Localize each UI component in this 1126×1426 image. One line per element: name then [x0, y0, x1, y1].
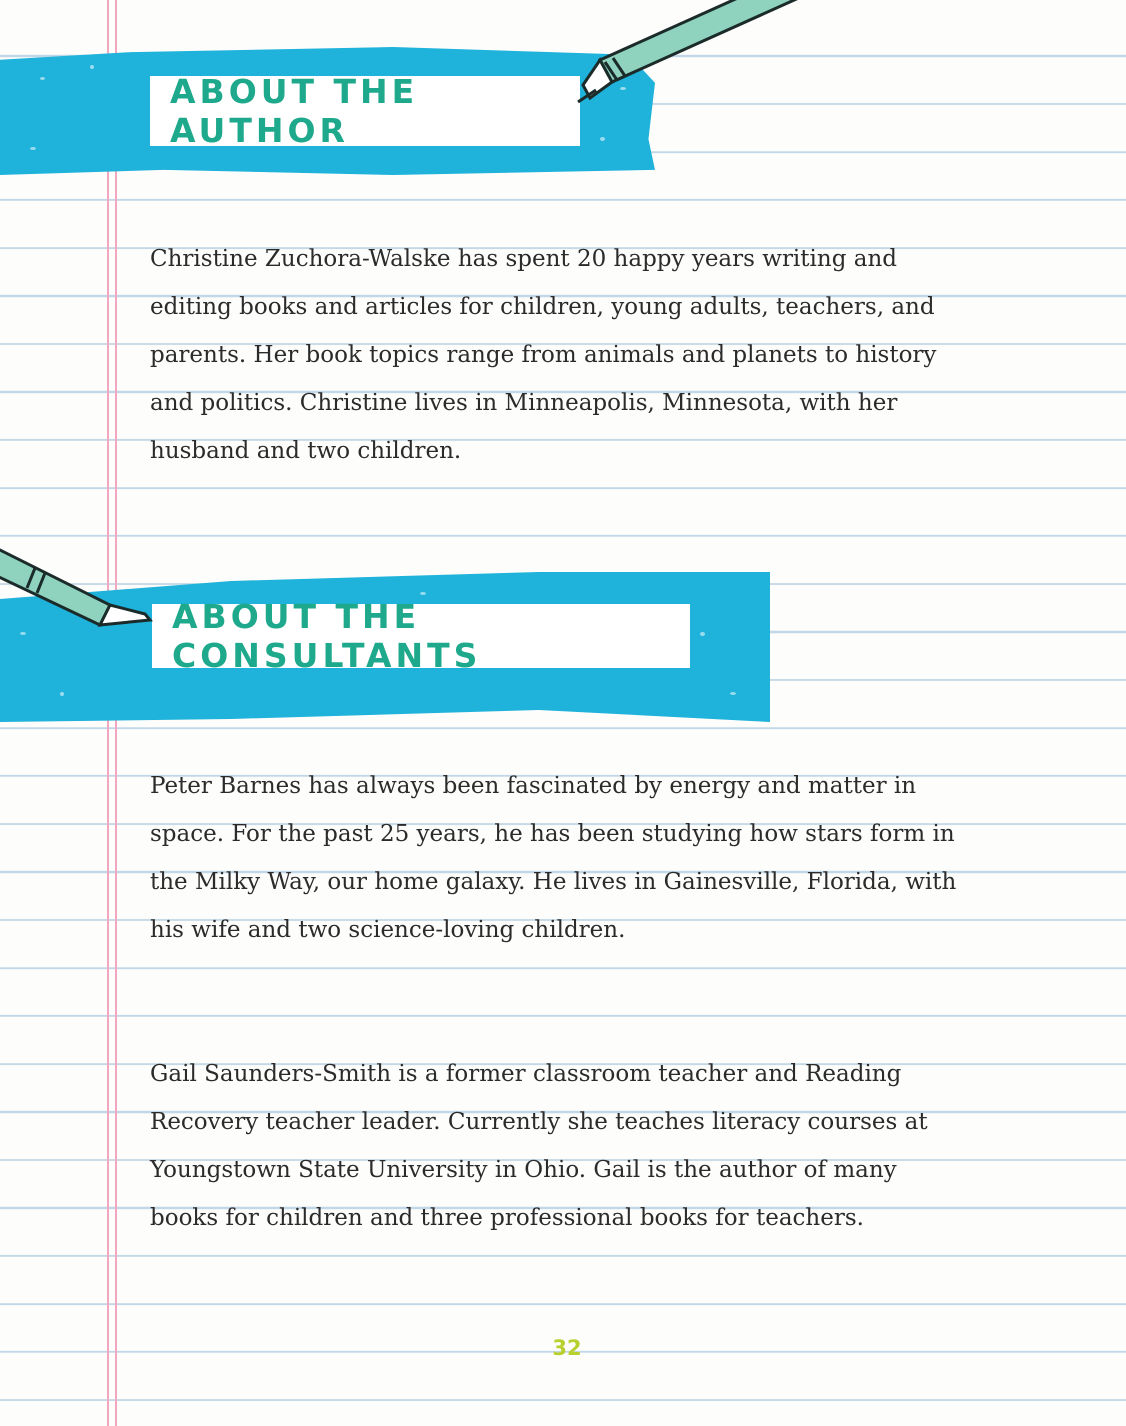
about-author-heading: ABOUT THE AUTHOR	[170, 72, 419, 150]
about-consultants-heading: ABOUT THE CONSULTANTS	[172, 597, 482, 675]
consultants-heading-box	[152, 597, 690, 675]
page-number: 32	[552, 1336, 582, 1360]
author-bio: Christine Zuchora-Walske has spent 20 happy years writing and editing books and articles for children, young adults, teachers, and parents. Her book topics range from animals and planets to history and politics. Christine lives in Minneapolis, Minnesota, with her husband and two children.	[150, 246, 937, 464]
author-heading-box	[150, 72, 580, 150]
consultant-bio-barnes: Peter Barnes has always been fascinated by energy and matter in space. For the past 25 years, he has been studying how stars form in the Milky Way, our home galaxy. He lives in Gainesville, Florida, with his wife and two science-loving children.	[150, 773, 957, 943]
consultant-bio-saunders-smith: Gail Saunders-Smith is a former classroom teacher and Reading Recovery teacher leader. Currently she teaches literacy courses at Youngstown State University in Ohio. Gail is the author of many books for children and three professional books for teachers.	[150, 1061, 928, 1231]
